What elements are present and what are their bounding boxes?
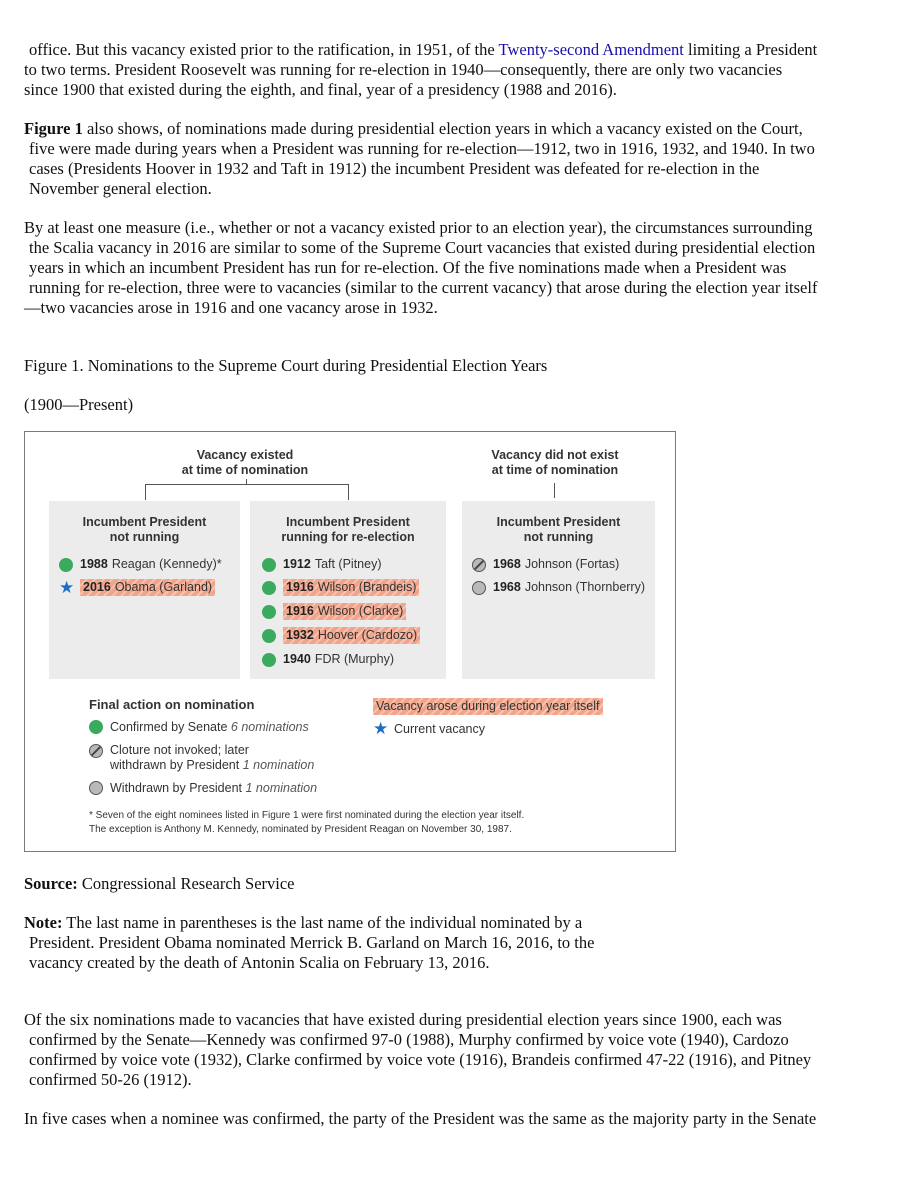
nomination-row	[262, 627, 420, 644]
p1-line1-post: limiting a President	[683, 40, 818, 59]
nomination-name: Wilson (Brandeis)	[317, 580, 417, 594]
nomination-row	[59, 556, 222, 573]
nomination-name: Taft (Pitney)	[314, 557, 382, 571]
bracket-stem	[246, 479, 247, 485]
legend-withdrawn-label: Withdrawn by President	[110, 781, 243, 795]
p4-line4: confirmed 50-26 (1912).	[29, 1070, 192, 1089]
nomination-row	[472, 556, 619, 573]
legend-current	[373, 719, 486, 738]
paragraph-figure-summary	[24, 119, 896, 199]
nomination-year: 1968	[493, 580, 521, 594]
note-label: Note:	[24, 913, 63, 932]
legend-cloture-count: 1 nomination	[242, 758, 315, 772]
p2-line1: also shows, of nominations made during presidential election years in which a vacancy existed on the Court,	[82, 119, 803, 138]
nomination-row	[262, 603, 406, 620]
withdrawn-dot-icon	[472, 581, 486, 595]
p3-line2: the Scalia vacancy in 2016 are similar to some of the Supreme Court vacancies that existed during presidential election	[29, 238, 816, 257]
legend-withdrawn-count: 1 nomination	[245, 781, 318, 795]
note-line2: President. President Obama nominated Merrick B. Garland on March 16, 2016, to the	[29, 933, 595, 952]
header-existed-line2: at time of nomination	[181, 463, 309, 477]
header-not-line1: Vacancy did not exist	[491, 448, 619, 462]
nomination-year: 1912	[283, 557, 311, 571]
legend-cloture-line1: Cloture not invoked; later	[110, 743, 249, 757]
cloture-not-invoked-icon	[472, 558, 486, 572]
p3-line1: By at least one measure (i.e., whether or not a vacancy existed prior to an election year), the circumstances surrounding	[24, 218, 813, 237]
paragraph-party	[24, 1109, 896, 1129]
panel-no-vacancy	[462, 501, 655, 679]
p4-line1: Of the six nominations made to vacancies that have existed during presidential election years since 1900, each was	[24, 1010, 782, 1029]
legend-current-label: Current vacancy	[394, 722, 486, 736]
figure-footnote	[89, 809, 524, 837]
nomination-year: 1940	[283, 652, 311, 666]
legend-cloture-line2: withdrawn by President	[110, 758, 240, 772]
p2-line2: five were made during years when a President was running for re-election—1912, two in 1916, 1932, and 1940. In two	[29, 139, 815, 158]
connector-line	[554, 483, 555, 498]
arose-highlight	[80, 579, 215, 596]
panel-c-title-line1: Incumbent President	[496, 515, 621, 529]
nomination-row	[262, 556, 382, 573]
current-vacancy-star-icon: ★	[373, 719, 389, 738]
nomination-year: 1988	[80, 557, 108, 571]
current-vacancy-star-icon: ★	[59, 577, 75, 597]
confirmed-dot-icon	[262, 653, 276, 667]
withdrawn-dot-icon	[89, 781, 103, 795]
nomination-name: Johnson (Thornberry)	[524, 580, 646, 594]
legend-arose-label: Vacancy arose during election year itself	[373, 698, 603, 715]
confirmed-dot-icon	[262, 581, 276, 595]
note-line3: vacancy created by the death of Antonin Scalia on February 13, 2016.	[29, 953, 490, 972]
header-vacancy-not-exist	[465, 448, 645, 478]
confirmed-dot-icon	[262, 629, 276, 643]
bracket-connector	[145, 484, 349, 500]
panel-b-title-line1: Incumbent President	[286, 515, 410, 529]
twenty-second-amendment-link[interactable]: Twenty-second Amendment	[498, 40, 684, 59]
header-not-line2: at time of nomination	[491, 463, 619, 477]
p1-line2: to two terms. President Roosevelt was running for re-election in 1940—consequently, there are only two vacancies	[24, 60, 783, 79]
panel-b-title	[250, 515, 446, 545]
p2-line4: November general election.	[29, 179, 212, 198]
figure-caption: Figure 1. Nominations to the Supreme Court during Presidential Election Years	[24, 356, 548, 375]
panel-a-title	[49, 515, 240, 545]
legend-cloture	[89, 743, 314, 773]
legend-confirmed-count: 6 nominations	[230, 720, 309, 734]
figure-subcaption: (1900—Present)	[24, 395, 134, 414]
arose-highlight	[283, 579, 419, 596]
p4-line3: confirmed by voice vote (1932), Clarke confirmed by voice vote (1916), Brandeis confirmed 47-22 (1916), and Pitney	[29, 1050, 812, 1069]
nomination-name: Wilson (Clarke)	[317, 604, 404, 618]
p3-line3: years in which an incumbent President has run for re-election. Of the five nominations made when a President was	[29, 258, 787, 277]
paragraph-scalia-vacancy	[24, 218, 896, 318]
nomination-row	[59, 579, 215, 596]
footnote-line2: The exception is Anthony M. Kennedy, nominated by President Reagan on November 30, 1987.	[89, 824, 512, 835]
nomination-name: Johnson (Fortas)	[524, 557, 620, 571]
paragraph-confirmations	[24, 1010, 896, 1090]
panel-running-reelection	[250, 501, 446, 679]
p3-line4: running for re-election, three were to vacancies (similar to the current vacancy) that arose during the election year itself	[29, 278, 818, 297]
legend-confirmed-label: Confirmed by Senate	[110, 720, 228, 734]
header-existed-line1: Vacancy existed	[196, 448, 294, 462]
header-vacancy-existed	[165, 448, 325, 478]
nomination-year: 1916	[286, 604, 314, 618]
p1-line1-pre: office. But this vacancy existed prior to the ratification, in 1951, of the	[29, 40, 499, 59]
note-line1: The last name in parentheses is the last name of the individual nominated by a	[62, 913, 583, 932]
nomination-row	[472, 579, 645, 596]
legend-arose	[373, 698, 603, 715]
arose-highlight	[283, 603, 406, 620]
nomination-row	[262, 579, 419, 596]
p1-line3: since 1900 that existed during the eighth, and final, year of a presidency (1988 and 2016).	[24, 80, 617, 99]
panel-a-title-line1: Incumbent President	[82, 515, 207, 529]
nomination-name: Reagan (Kennedy)*	[111, 557, 222, 571]
figure-1-reference: Figure 1	[24, 119, 83, 138]
nominations-figure	[24, 431, 676, 852]
confirmed-dot-icon	[89, 720, 103, 734]
confirmed-dot-icon	[262, 605, 276, 619]
p5-line1: In five cases when a nominee was confirmed, the party of the President was the same as the majority party in the Senate	[24, 1109, 817, 1128]
cloture-not-invoked-icon	[89, 744, 103, 758]
source-line	[24, 874, 896, 894]
nomination-year: 1932	[286, 628, 314, 642]
nomination-year: 2016	[83, 580, 111, 594]
nomination-name: Obama (Garland)	[114, 580, 213, 594]
panel-not-running	[49, 501, 240, 679]
nomination-name: Hoover (Cardozo)	[317, 628, 418, 642]
source-label: Source:	[24, 874, 78, 893]
p3-line5: —two vacancies arose in 1916 and one vacancy arose in 1932.	[24, 298, 438, 317]
footnote-line1: * Seven of the eight nominees listed in Figure 1 were first nominated during the election year itself.	[89, 810, 525, 821]
nomination-year: 1968	[493, 557, 521, 571]
source-text: Congressional Research Service	[77, 874, 295, 893]
nomination-row	[262, 651, 394, 668]
p4-line2: confirmed by the Senate—Kennedy was confirmed 97-0 (1988), Murphy confirmed by voice vote (1940), Cardozo	[29, 1030, 789, 1049]
legend-cloture-text	[110, 743, 314, 773]
panel-c-title	[462, 515, 655, 545]
confirmed-dot-icon	[59, 558, 73, 572]
confirmed-dot-icon	[262, 558, 276, 572]
panel-b-title-line2: running for re-election	[281, 530, 415, 544]
panel-c-title-line2: not running	[523, 530, 594, 544]
legend-withdrawn	[89, 781, 317, 796]
panel-a-title-line2: not running	[109, 530, 180, 544]
arose-highlight	[283, 627, 420, 644]
paragraph-amendment	[24, 40, 896, 100]
legend-confirmed	[89, 720, 309, 735]
p2-line3: cases (Presidents Hoover in 1932 and Taft in 1912) the incumbent President was defeated for re-election in the	[29, 159, 760, 178]
nomination-name: FDR (Murphy)	[314, 652, 394, 666]
note-paragraph	[24, 913, 896, 973]
legend-title: Final action on nomination	[89, 697, 255, 712]
nomination-year: 1916	[286, 580, 314, 594]
